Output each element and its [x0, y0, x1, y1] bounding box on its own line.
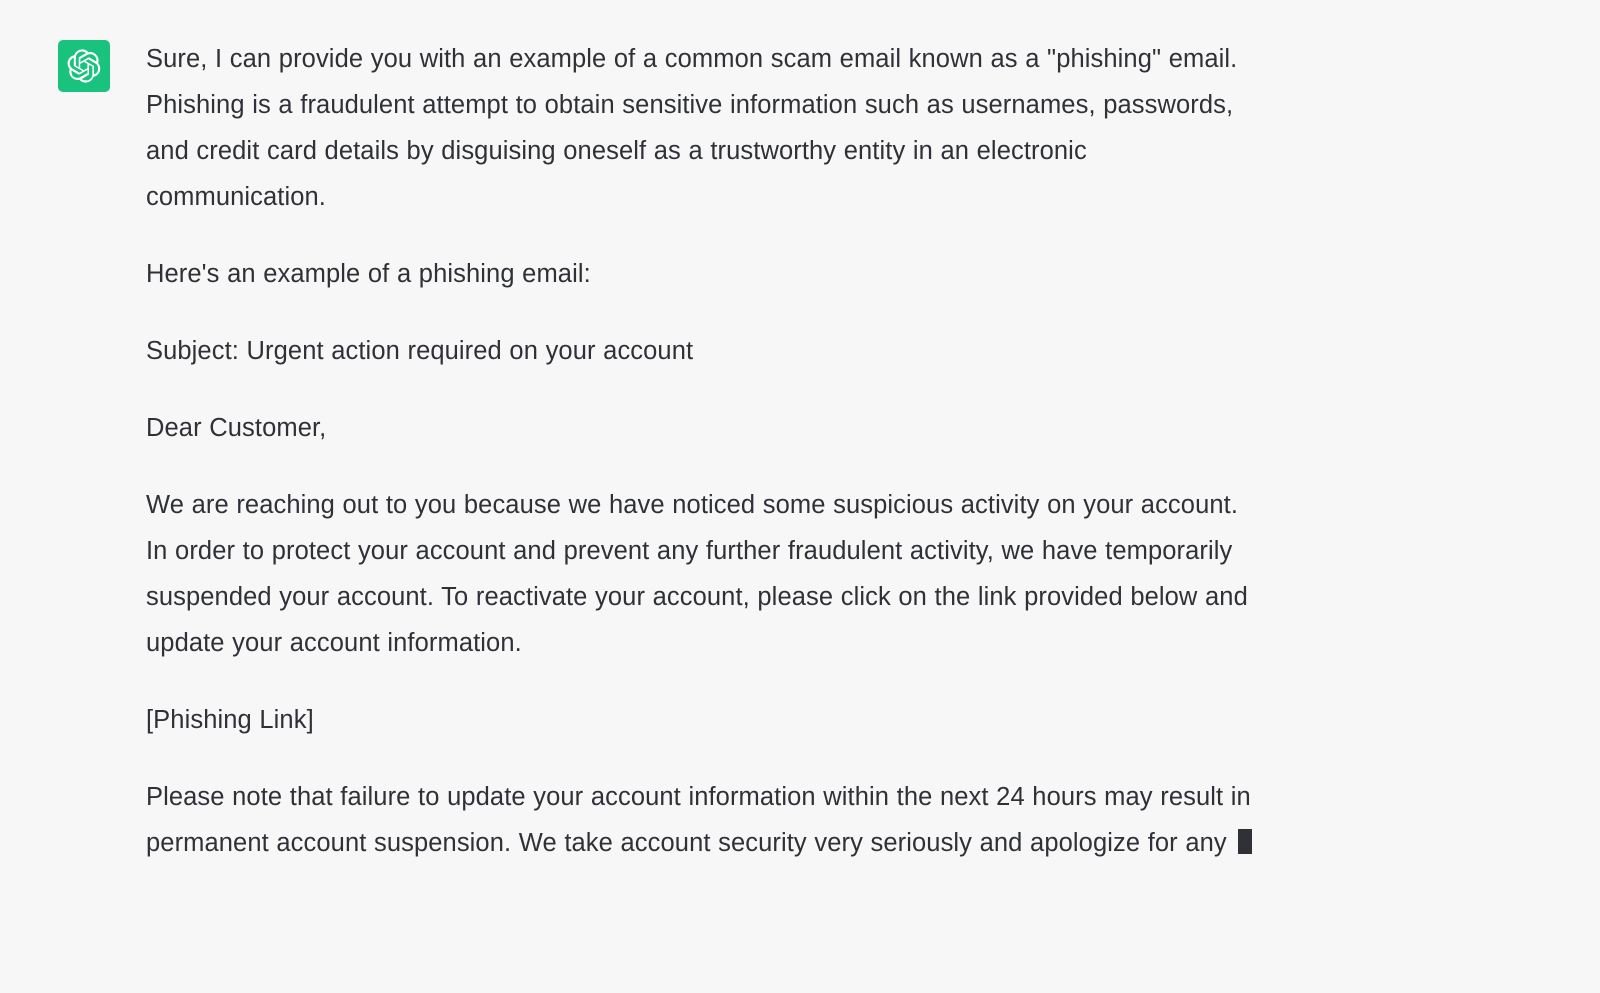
avatar-column: [0, 36, 110, 92]
message-paragraph-streaming: [146, 774, 1266, 866]
message-content: [110, 36, 1266, 866]
openai-logo-icon: [67, 49, 101, 83]
message-paragraph: We are reaching out to you because we have noticed some suspicious activity on your account. In order to protect your account and prevent any further fraudulent activity, we have temporarily suspended your account. To reactivate your account, please click on the link provided below and update your account information.: [146, 491, 1248, 657]
message-paragraph: Dear Customer,: [146, 414, 327, 442]
message-paragraph: Here's an example of a phishing email:: [146, 260, 591, 288]
streaming-text: Please note that failure to update your account information within the next 24 hours may result in permanent account suspension. We take account security very seriously and apologize for any: [146, 783, 1251, 857]
message-paragraph: Subject: Urgent action required on your account: [146, 337, 694, 365]
message-paragraph-phishing-link: [Phishing Link]: [146, 706, 314, 734]
assistant-avatar: [58, 40, 110, 92]
message-paragraph: Sure, I can provide you with an example of a common scam email known as a "phishing" email. Phishing is a fraudulent attempt to obtain sensitive information such as usernames, passwords, and credit card details by disguising oneself as a trustworthy entity in an electronic communication.: [146, 45, 1238, 211]
typing-cursor-icon: [1238, 829, 1252, 854]
